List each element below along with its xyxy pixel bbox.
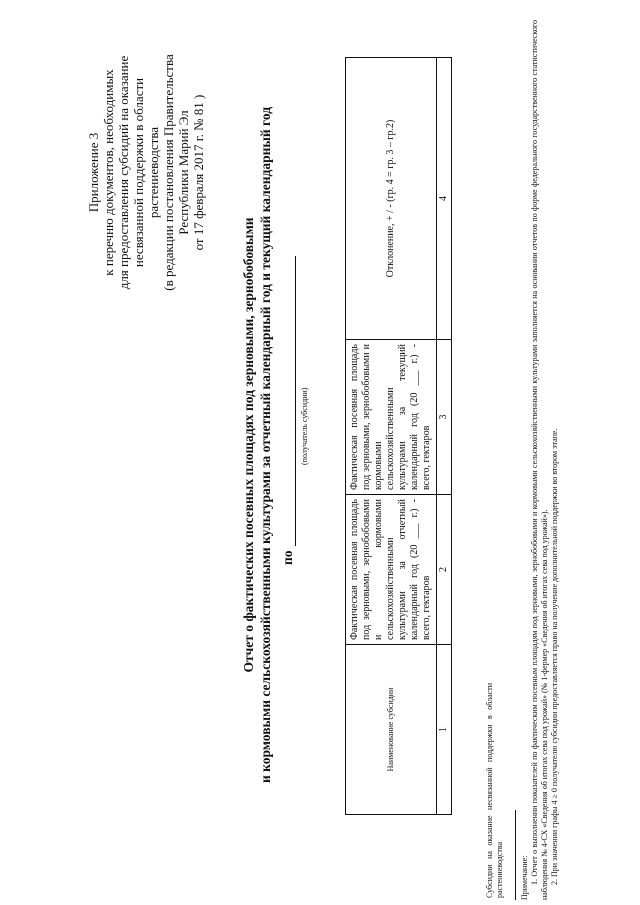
header-cell-reporting-year: Фактическая посевная площадь под зерновыми, зернобобовыми и кормовыми сельскохозяйственными культурами за отчетный календарный год (20 ___ г.) - всего, гектаров xyxy=(346,495,437,645)
table-header-row xyxy=(346,58,437,815)
column-number: 2 xyxy=(437,495,452,645)
appendix-number: Приложение 3 xyxy=(86,132,101,213)
notes-block xyxy=(520,20,560,900)
header-cell-subsidy-name: Наименование субсидии xyxy=(346,645,437,815)
subsidy-row-label: Субсидии на оказание несвязанной поддержки в области растениеводства xyxy=(485,683,504,898)
report-table xyxy=(345,57,452,815)
note-item: 1. Отчет о выполнении показателей по фактическим посевным площадям под зерновыми, зернобобовыми и кормовыми сельскохозяйственными культурами заполняется на основании отчетов по форме федерального государственного статистического наблюдения № 4-СХ «Сведения об итогах сева под урожай» (№ 1-фермер «Сведения об итогах сева под урожай»). xyxy=(530,20,549,900)
table-number-row xyxy=(437,58,452,815)
appendix-line: для предоставления субсидий на оказание xyxy=(116,55,131,290)
appendix-line: (в редакции постановления Правительства xyxy=(161,54,176,291)
appendix-block xyxy=(86,40,206,305)
column-number: 4 xyxy=(437,58,452,340)
header-cell-deviation: Отклонение, + / - (гр. 4 = гр. 3 – гр.2) xyxy=(346,58,437,340)
column-number: 3 xyxy=(437,340,452,495)
appendix-line: к перечню документов, необходимых xyxy=(101,69,116,276)
appendix-date-line: от 17 февраля 2017 г. № 81 ) xyxy=(191,94,206,251)
po-label: по xyxy=(280,550,295,565)
notes-heading: Примечание: xyxy=(520,855,529,900)
column-number: 1 xyxy=(437,645,452,815)
report-title xyxy=(240,25,274,865)
recipient-line xyxy=(280,245,296,565)
notes-divider xyxy=(515,810,516,900)
recipient-blank xyxy=(283,256,296,546)
appendix-line: несвязанной поддержки в области растениеводства xyxy=(131,77,161,268)
appendix-line: Республики Марий Эл xyxy=(176,110,191,235)
report-title-line: Отчет о фактических посевных площадях под зерновыми, зернобобовыми xyxy=(241,217,256,673)
header-cell-current-year: Фактическая посевная площадь под зерновыми, зернобобовыми и кормовыми сельскохозяйственными культурами за текущий календарный год (20 ___ г.) - всего, гектаров xyxy=(346,340,437,495)
report-title-line: и кормовыми сельскохозяйственными культурами за отчетный календарный год и текущий календарный год xyxy=(258,106,273,784)
recipient-caption: (получатель субсидии) xyxy=(300,387,309,465)
note-item: 2. При значении графы 4 ≥ 0 получателю субсидии предоставляется право на получение дополнительной поддержки во втором этапе. xyxy=(550,428,559,885)
